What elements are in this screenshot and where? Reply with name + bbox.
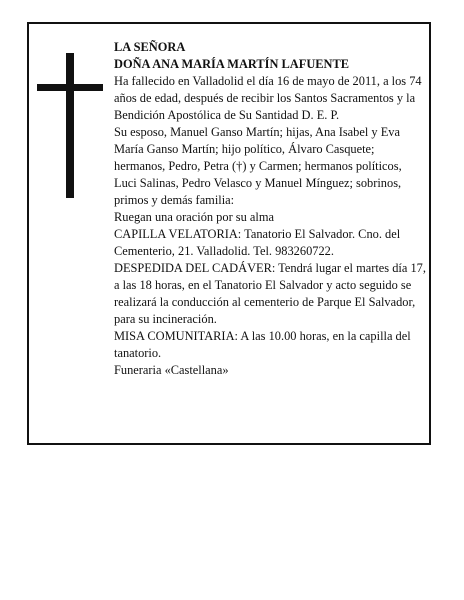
prayer-request: Ruegan una oración por su alma <box>114 210 274 224</box>
deceased-name: DOÑA ANA MARÍA MARTÍN LAFUENTE <box>114 57 350 71</box>
farewell-info: DESPEDIDA DEL CADÁVER: Tendrá lugar el martes día 17, a las 18 horas, en el Tanatorio El Salvador y acto seguido se realizará la conducción al cementerio de Parque El Salvador, para su incineración. <box>114 261 426 326</box>
funeral-home: Funeraria «Castellana» <box>114 363 229 377</box>
latin-cross-icon <box>37 53 103 198</box>
obituary-text <box>114 39 426 379</box>
family-members: Su esposo, Manuel Ganso Martín; hijas, Ana Isabel y Eva María Ganso Martín; hijo político, Álvaro Casquete; hermanos, Pedro, Petra (†) y Carmen; hermanos políticos, Luci Salinas, Pedro Velasco y Manuel Mínguez; sobrinos, primos y demás familia: <box>114 125 402 207</box>
mass-info: MISA COMUNITARIA: A las 10.00 horas, en la capilla del tanatorio. <box>114 329 411 360</box>
honorific-title: LA SEÑORA <box>114 40 186 54</box>
death-announcement: Ha fallecido en Valladolid el día 16 de mayo de 2011, a los 74 años de edad, después de recibir los Santos Sacramentos y la Bendición Apostólica de Su Santidad D. E. P. <box>114 74 422 122</box>
cross-vertical-bar <box>66 53 74 198</box>
chapel-info: CAPILLA VELATORIA: Tanatorio El Salvador. Cno. del Cementerio, 21. Valladolid. Tel. 983260722. <box>114 227 401 258</box>
cross-horizontal-bar <box>37 84 103 91</box>
